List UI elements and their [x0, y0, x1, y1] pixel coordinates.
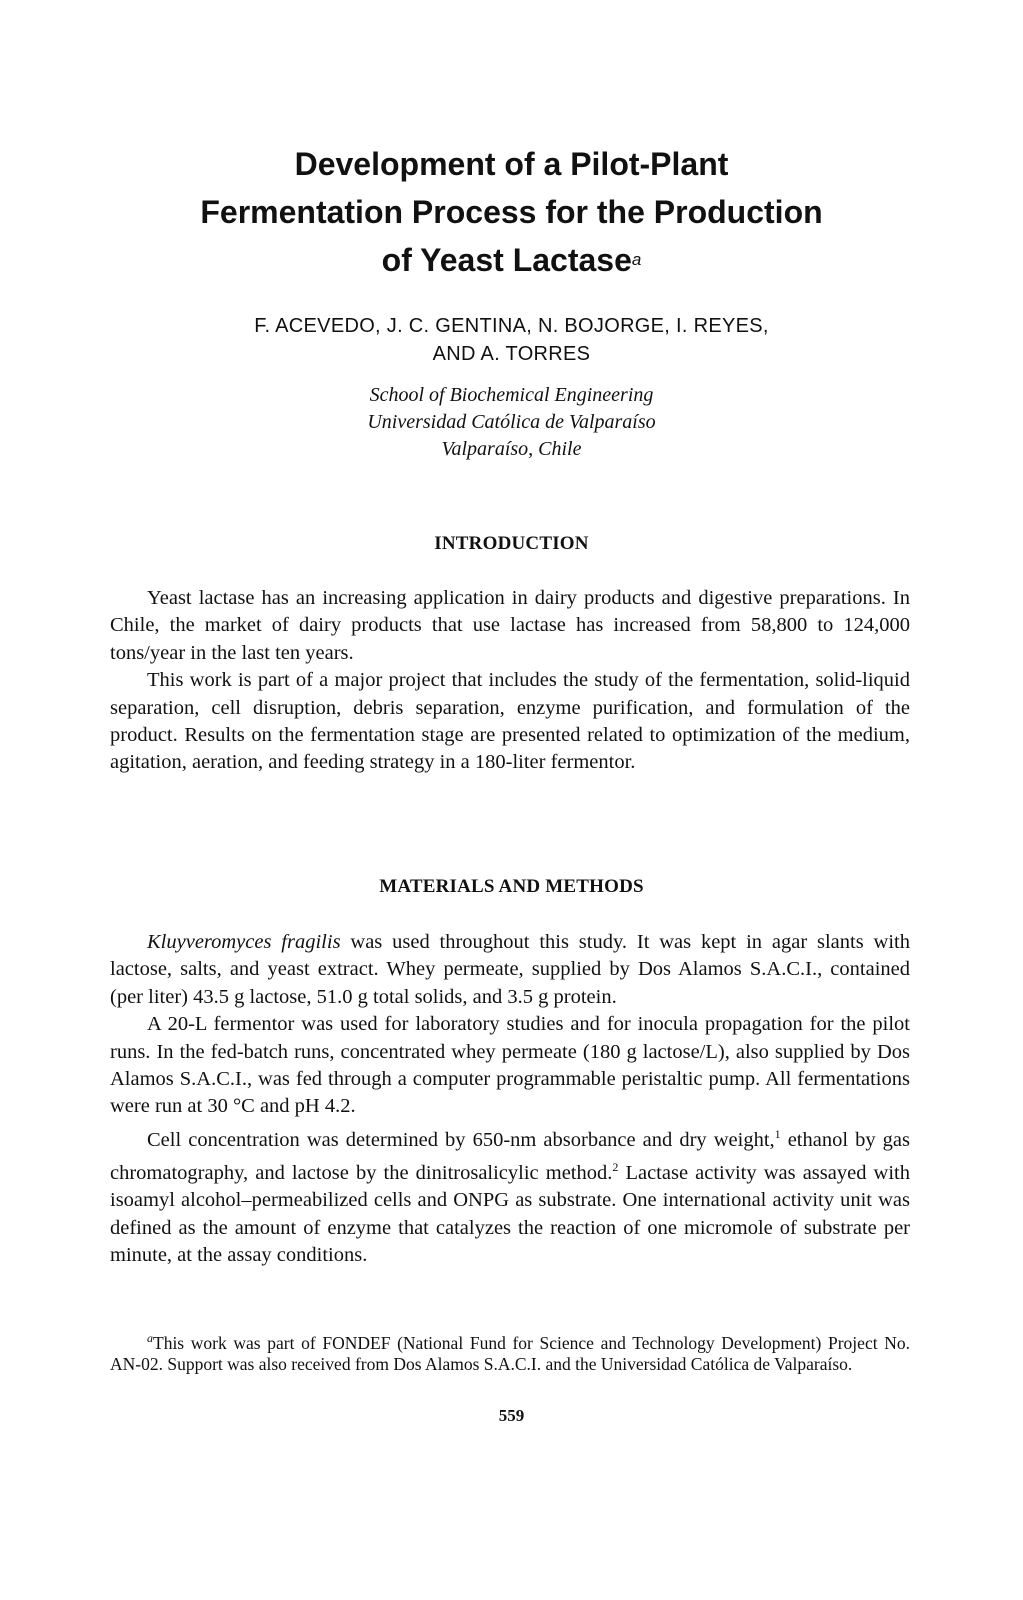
title-line-3	[110, 236, 913, 284]
affiliation-line-3: Valparaíso, Chile	[441, 438, 582, 460]
materials-methods-heading: MATERIALS AND METHODS	[379, 876, 644, 897]
footnote-text: This work was part of FONDEF (National Fund for Science and Technology Development) Project No. AN-02. Support was also received from Dos Alamos S.A.C.I. and the Universidad Católica de Valparaíso.	[110, 1332, 910, 1375]
introduction-paragraph-2: This work is part of a major project that includes the study of the fermentation, solid-liquid separation, cell disruption, debris separation, enzyme purification, and formulation of the product. Results on the fermentation stage are presented related to optimization of the medium, agitation, aeration, and feeding strategy in a 180-liter fermentor.	[110, 669, 910, 774]
methods-paragraph-3	[110, 1121, 910, 1270]
paper-title	[110, 140, 913, 284]
footnote-paragraph	[110, 1328, 910, 1376]
footnote-mark: a	[147, 1331, 153, 1345]
materials-methods-section	[110, 929, 910, 1270]
methods-paragraph-2: A 20-L fermentor was used for laboratory studies and for inocula propagation for the pilot runs. In the fed-batch runs, concentrated whey permeate (180 g lactose/L), also supplied by Dos Alamos S.A.C.I., was fed through a computer programmable peristaltic pump. All fermentations were run at 30 °C and pH 4.2.	[110, 1013, 910, 1118]
page-number: 559	[498, 1406, 525, 1425]
authors-line-1: F. ACEVEDO, J. C. GENTINA, N. BOJORGE, I. REYES,	[254, 315, 769, 337]
methods-paragraph-1-text: was used throughout this study. It was kept in agar slants with lactose, salts, and yeast extract. Whey permeate, supplied by Dos Alamos S.A.C.I., contained (per liter) 43.5 g lactose, 51.0 g total solids, and 3.5 g protein.	[110, 931, 910, 1008]
title-line-3-text: of Yeast Lactase	[381, 242, 632, 278]
reference-marker-1: 1	[774, 1126, 781, 1141]
title-line-1: Development of a Pilot-Plant	[294, 146, 729, 182]
methods-paragraph-1	[110, 929, 910, 1011]
title-line-2: Fermentation Process for the Production	[200, 194, 823, 230]
reference-marker-2: 2	[612, 1160, 619, 1175]
methods-paragraph-3-part-c: Lactase activity was assayed with isoamyl alcohol–permeabilized cells and ONPG as substrate. One international activity unit was defined as the amount of enzyme that catalyzes the reaction of one micromole of substrate per minute, at the assay conditions.	[110, 1161, 910, 1267]
authors-line-2: AND A. TORRES	[432, 343, 591, 365]
affiliation-line-1: School of Biochemical Engineering	[369, 384, 654, 406]
title-footnote	[110, 1328, 910, 1376]
introduction-paragraph-1: Yeast lactase has an increasing application in dairy products and digestive preparations. In Chile, the market of dairy products that use lactase has increased from 58,800 to 124,000 tons/year in the last ten years.	[110, 587, 910, 664]
introduction-section	[110, 585, 910, 777]
methods-paragraph-3-part-b: ethanol by gas chromatography, and lactose by the dinitrosalicylic method.	[110, 1128, 910, 1184]
affiliation	[110, 382, 913, 463]
affiliation-line-2: Universidad Católica de Valparaíso	[367, 411, 656, 433]
methods-paragraph-3-part-a: Cell concentration was determined by 650-nm absorbance and dry weight,	[147, 1128, 775, 1151]
title-footnote-mark: a	[631, 250, 642, 269]
author-list	[110, 312, 913, 368]
species-name: Kluyveromyces fragilis	[147, 931, 341, 953]
introduction-heading: INTRODUCTION	[434, 533, 589, 554]
